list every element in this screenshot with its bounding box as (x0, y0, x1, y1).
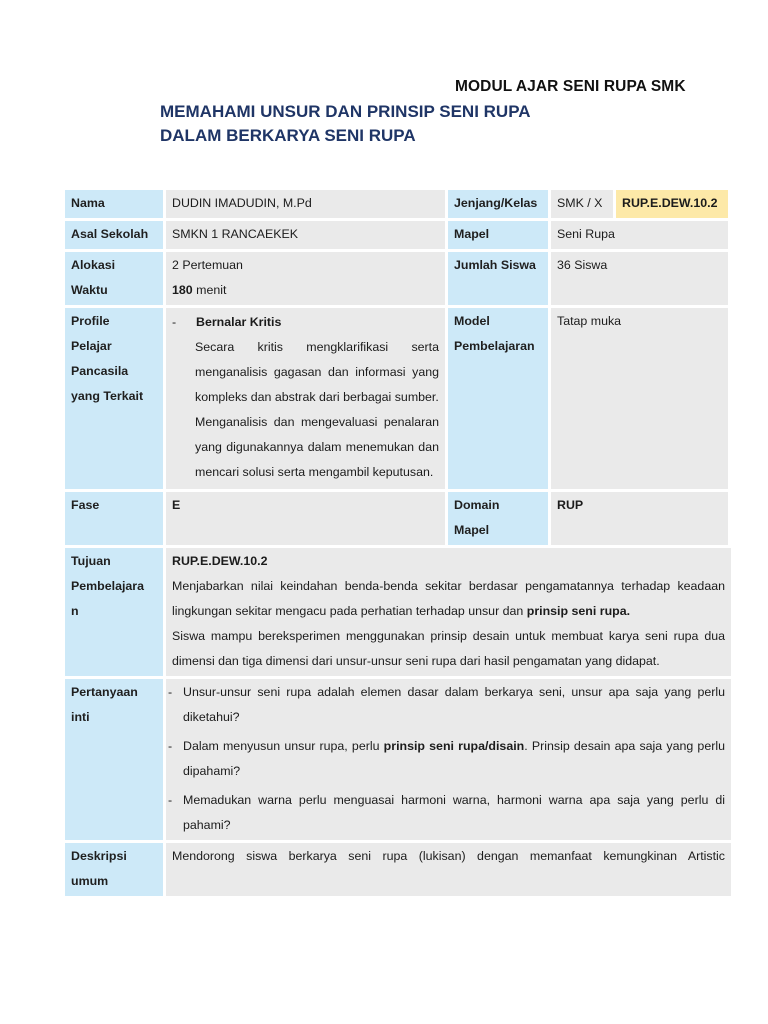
table-row-asal-sekolah (65, 221, 731, 249)
tujuan-code: RUP.E.DEW.10.2 (172, 554, 268, 568)
document-title-line-1: MEMAHAMI UNSUR DAN PRINSIP SENI RUPA (160, 102, 531, 121)
label-profile-pelajar: Profile Pelajar Pancasila yang Terkait (65, 308, 163, 489)
tujuan-paragraph-1: Menjabarkan nilai keindahan benda-benda sekitar berdasar pengamatannya terhadap keadaan lingkungan sekitar mengacu pada perhatian terhadap unsur dan prinsip seni rupa. (172, 579, 725, 618)
profile-paragraph-1: Secara kritis mengklarifikasi serta menganalisis gagasan dan informasi yang kompleks dan abstrak dari berbagai sumber. (195, 340, 439, 404)
table-row-pertanyaan-inti (65, 679, 731, 840)
value-deskripsi-umum: Mendorong siswa berkarya seni rupa (lukisan) dengan memanfaat kemungkinan Artistic (166, 843, 731, 896)
value-jenjang-kelas: SMK / X (551, 190, 613, 218)
label-jumlah-siswa: Jumlah Siswa (448, 252, 548, 305)
label-alokasi-waktu: Alokasi Waktu (65, 252, 163, 305)
module-info-table (65, 190, 731, 899)
tujuan-paragraph-2: Siswa mampu bereksperimen menggunakan prinsip desain untuk membuat karya seni rupa dua dimensi dan tiga dimensi dari unsur-unsur seni rupa dari hasil pengamatan yang didapat. (172, 629, 725, 668)
value-fase: E (166, 492, 445, 545)
profile-heading: Bernalar Kritis (196, 315, 282, 329)
value-asal-sekolah: SMKN 1 RANCAEKEK (166, 221, 445, 249)
value-jumlah-siswa: 36 Siswa (551, 252, 728, 305)
question-item-3: - Memadukan warna perlu menguasai harmoni warna, harmoni warna apa saja yang perlu di pahami? (168, 793, 725, 832)
table-row-deskripsi-umum (65, 843, 731, 896)
value-tujuan-pembelajaran (166, 548, 731, 676)
label-pertanyaan-inti: Pertanyaan inti (65, 679, 163, 840)
label-asal-sekolah: Asal Sekolah (65, 221, 163, 249)
profile-paragraph-2: Menganalisis dan mengevaluasi penalaran yang digunakannya dalam menemukan dan mencari solusi serta mengambil keputusan. (195, 415, 439, 479)
module-header: MODUL AJAR SENI RUPA SMK (455, 78, 686, 95)
code-badge: RUP.E.DEW.10.2 (616, 190, 728, 218)
value-domain-mapel: RUP (551, 492, 728, 545)
label-mapel: Mapel (448, 221, 548, 249)
question-item-1: - Unsur-unsur seni rupa adalah elemen dasar dalam berkarya seni, unsur apa saja yang perlu diketahui? (168, 685, 725, 724)
label-fase: Fase (65, 492, 163, 545)
table-row-alokasi-waktu (65, 252, 731, 305)
table-row-profile-pelajar (65, 308, 731, 489)
label-nama: Nama (65, 190, 163, 218)
label-tujuan-pembelajaran: Tujuan Pembelajara n (65, 548, 163, 676)
value-pertanyaan-inti (166, 679, 731, 840)
label-jenjang-kelas: Jenjang/Kelas (448, 190, 548, 218)
value-nama: DUDIN IMADUDIN, M.Pd (166, 190, 445, 218)
table-row-fase (65, 492, 731, 545)
label-model-pembelajaran: Model Pembelajaran (448, 308, 548, 489)
table-row-nama (65, 190, 731, 218)
value-alokasi-waktu: 2 Pertemuan 180 menit (166, 252, 445, 305)
value-profile-pelajar (166, 308, 445, 489)
table-row-tujuan-pembelajaran (65, 548, 731, 676)
value-mapel: Seni Rupa (551, 221, 728, 249)
label-deskripsi-umum: Deskripsi umum (65, 843, 163, 896)
value-model-pembelajaran: Tatap muka (551, 308, 728, 489)
list-dash: - (172, 315, 177, 329)
document-title-line-2: DALAM BERKARYA SENI RUPA (160, 126, 416, 145)
label-domain-mapel: Domain Mapel (448, 492, 548, 545)
question-item-2: - Dalam menyusun unsur rupa, perlu prinsip seni rupa/disain. Prinsip desain apa saja yang perlu dipahami? (168, 739, 725, 778)
